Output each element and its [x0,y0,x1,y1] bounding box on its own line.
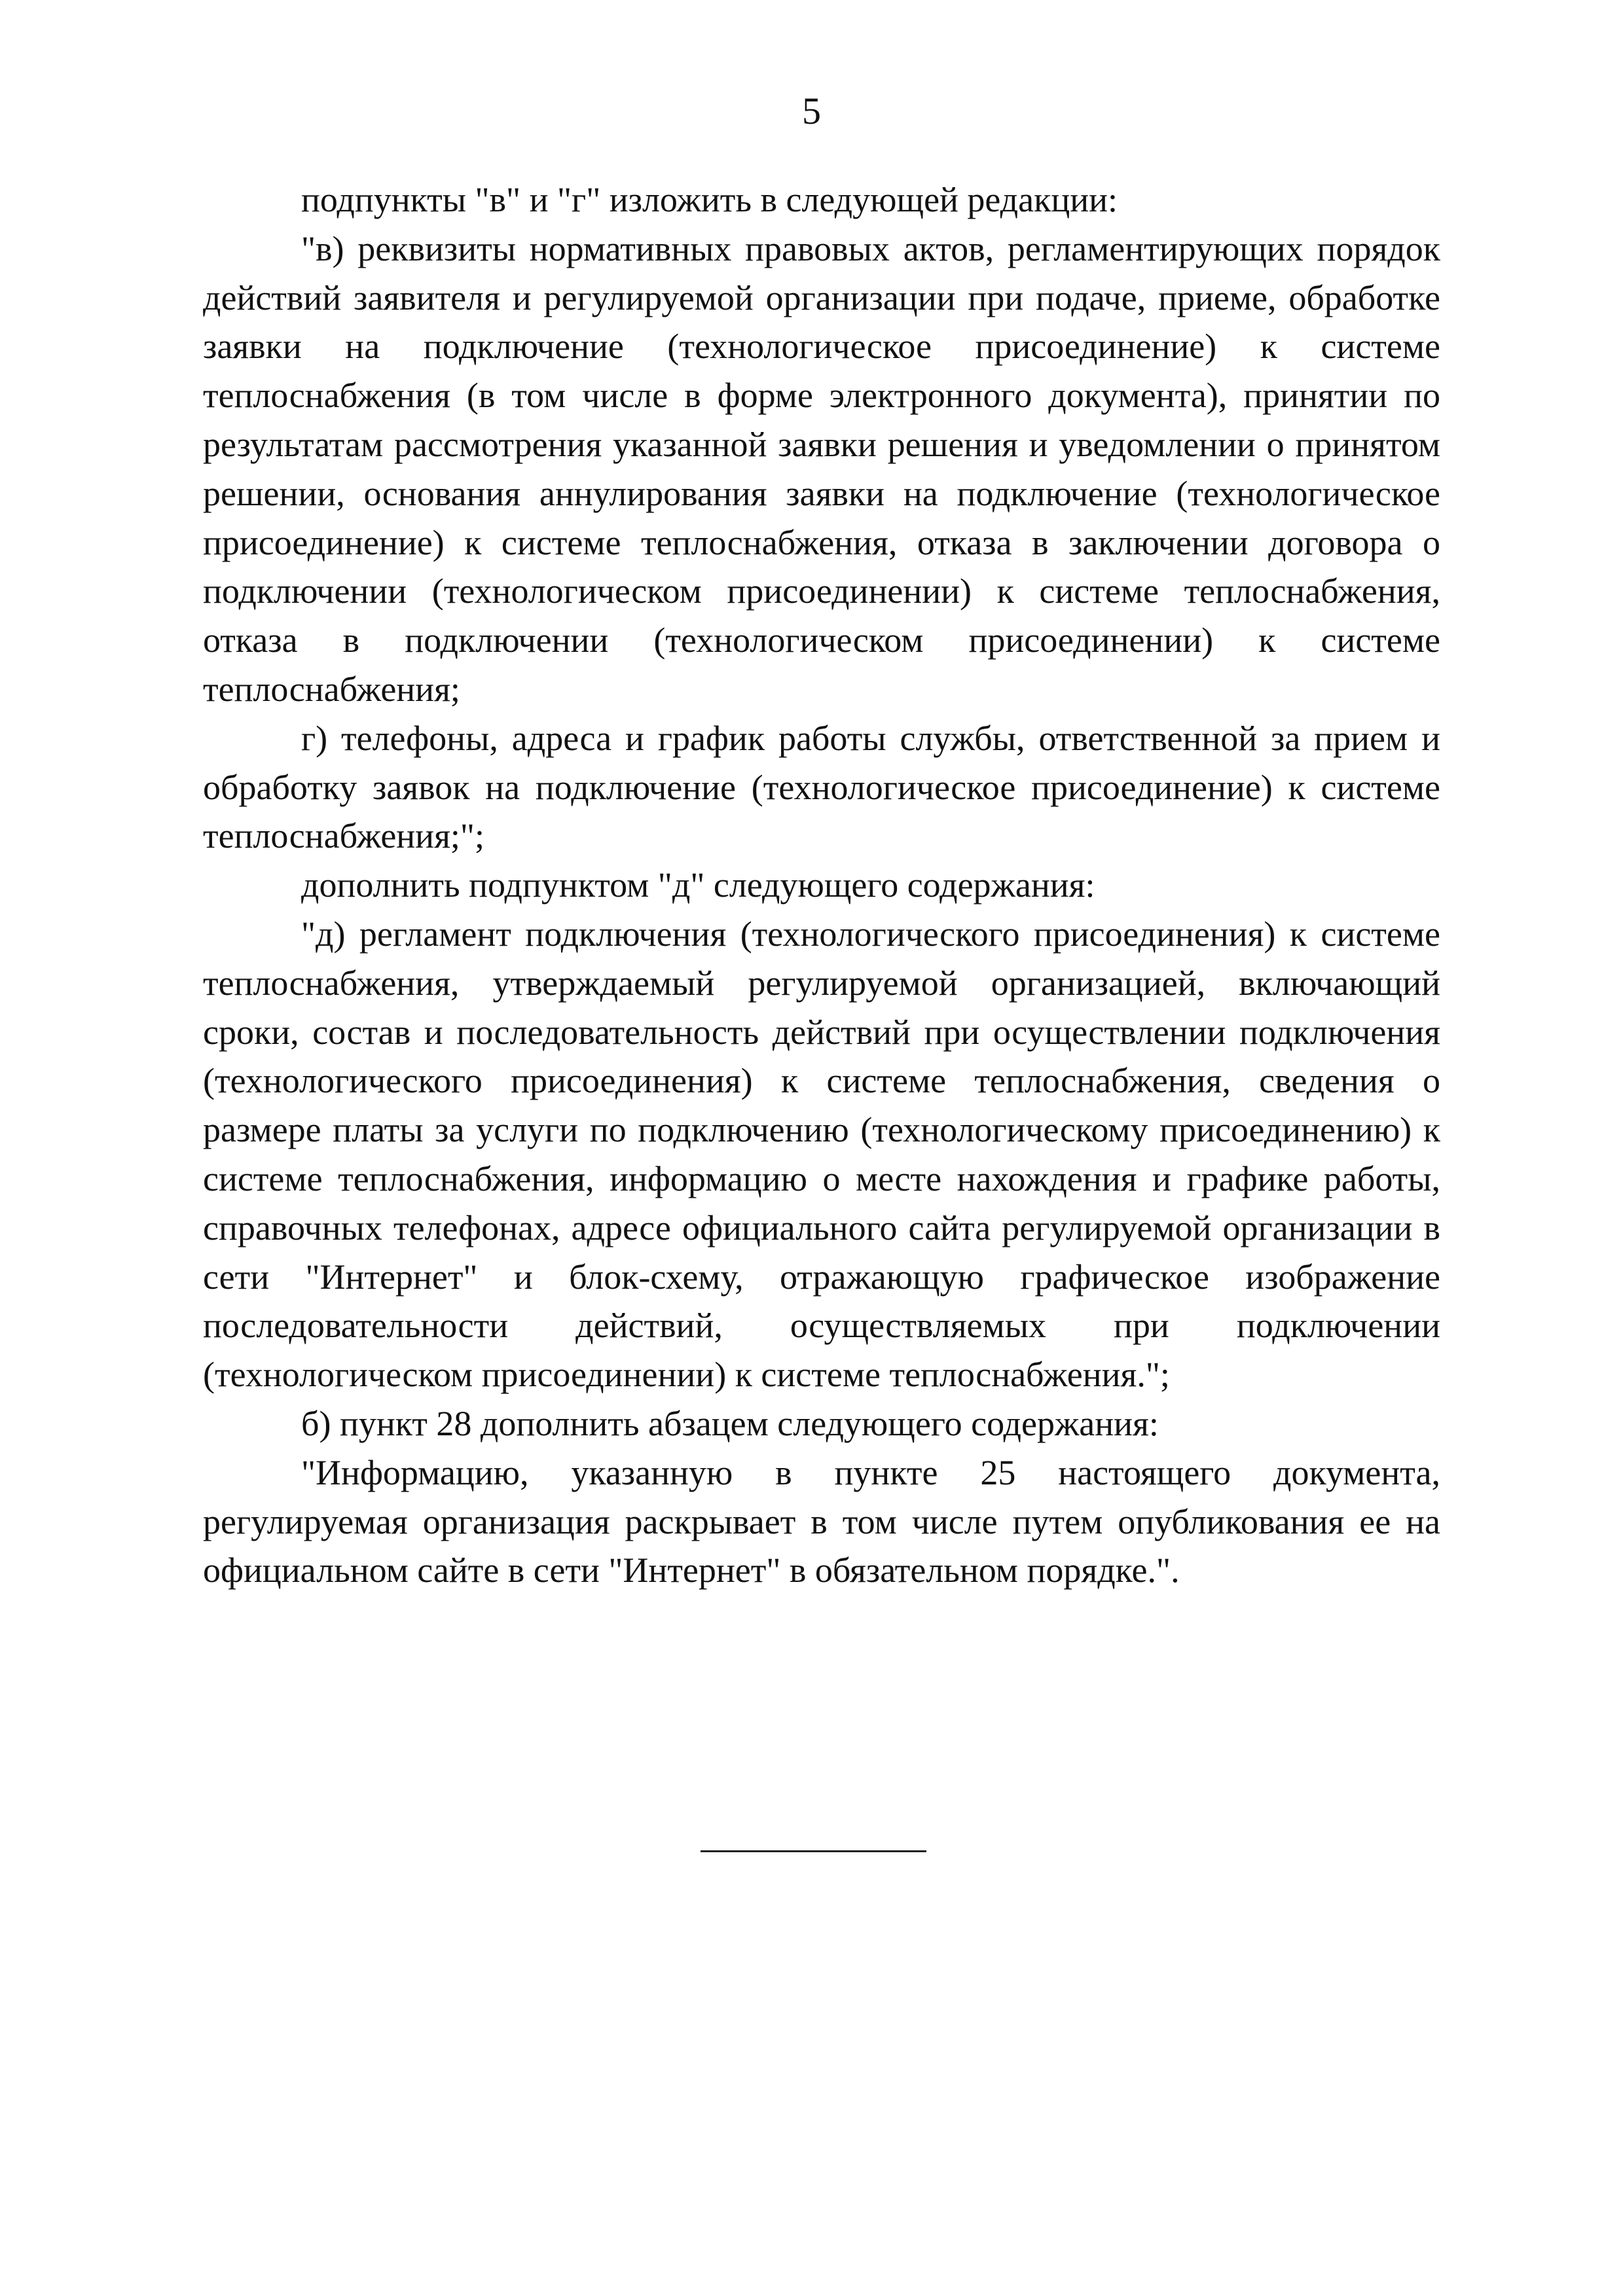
paragraph-subpoint-v: "в) реквизиты нормативных правовых актов, регламентирующих порядок действий заявителя и регулируемой организации при подаче, приеме, обработке заявки на подключение (технологическое присоединение) к системе теплоснабжения (в том числе в форме электронного документа), принятии по результатам рассмотрения указанной заявки решения и уведомлении о принятом решении, основания аннулирования заявки на подключение (технологическое присоединение) к системе теплоснабжения, отказа в заключении договора о подключении (технологическом присоединении) к системе теплоснабжения, отказа в подключении (технологическом присоединении) к системе теплоснабжения; [203,228,1440,709]
paragraph-subpoint-d: "д) регламент подключения (технологического присоединения) к системе теплоснабжения, утверждаемый регулируемой организацией, включающий сроки, состав и последовательность действий при осуществлении подключения (технологического присоединения) к системе теплоснабжения, сведения о размере платы за услуги по подключению (технологическому присоединению) к системе теплоснабжения, информацию о месте нахождения и графике работы, справочных телефонах, адресе официального сайта регулируемой организации в сети "Интернет" и блок-схему, отражающую графическое изображение последовательности действий, осуществляемых при подключении (технологическом присоединении) к системе теплоснабжения."; [203,914,1440,1395]
paragraph-intro-v-g: подпункты "в" и "г" изложить в следующей редакции: [301,180,1118,219]
paragraph-subpoint-g: г) телефоны, адреса и график работы службы, ответственной за прием и обработку заявок на подключение (технологическое присоединение) к системе теплоснабжения;"; [203,718,1440,856]
paragraph-quote-point-28: "Информацию, указанную в пункте 25 настоящего документа, регулируемая организация раскрывает в том числе путем опубликования ее на официальном сайте в сети "Интернет" в обязательном порядке.". [203,1452,1440,1590]
paragraph-point-b: б) пункт 28 дополнить абзацем следующего содержания: [301,1403,1159,1443]
page-number: 5 [802,90,821,132]
closing-divider [701,1850,926,1852]
document-body [203,175,1440,1595]
paragraph-intro-d: дополнить подпунктом "д" следующего содержания: [301,865,1095,905]
